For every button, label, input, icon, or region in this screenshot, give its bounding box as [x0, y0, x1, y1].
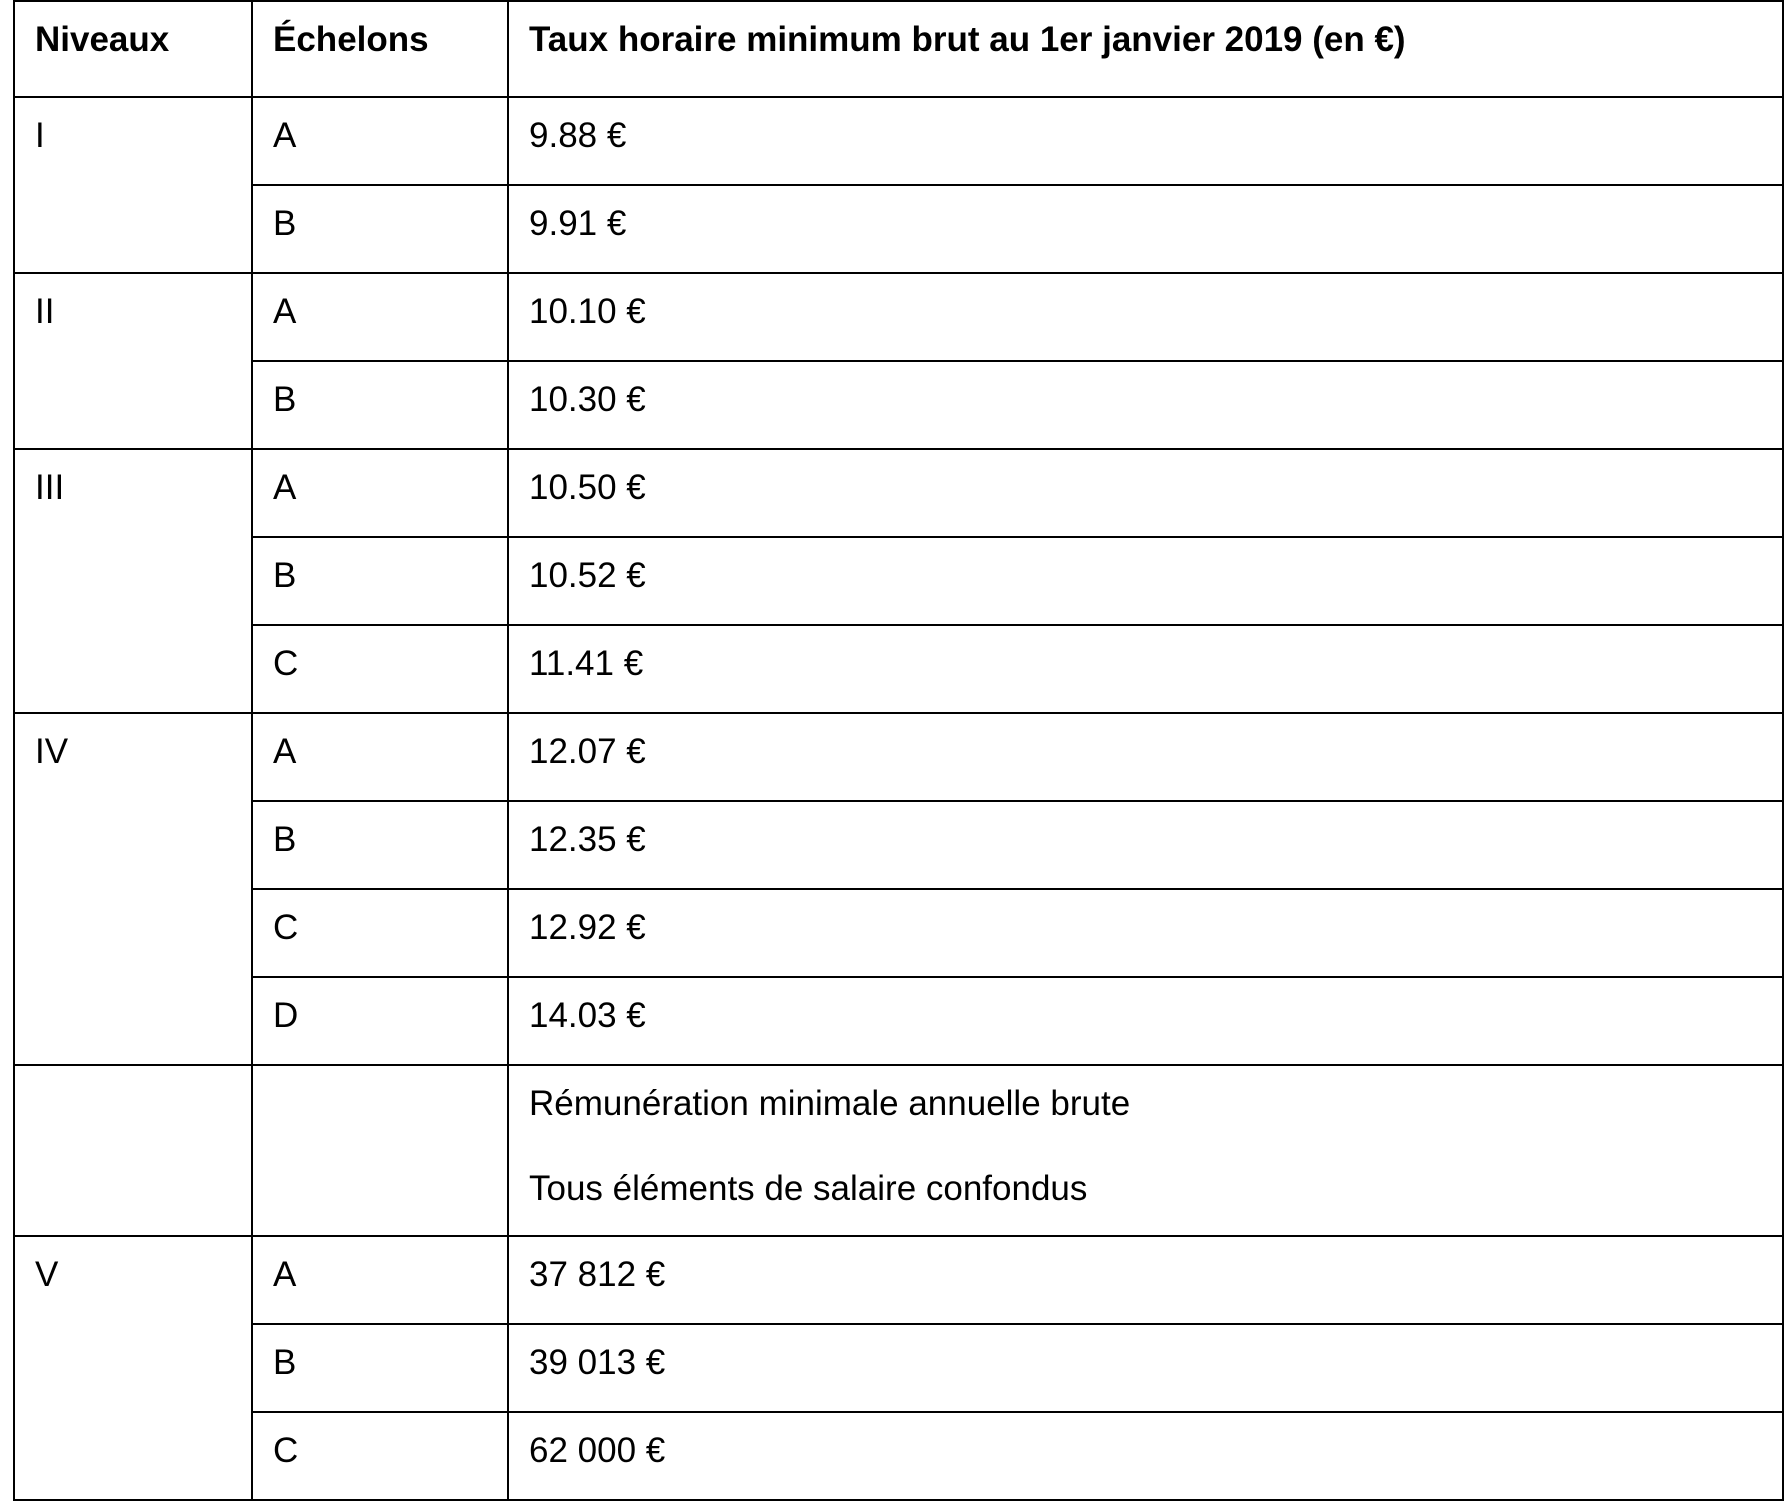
rate-cell: 10.52 €: [508, 537, 1783, 625]
level-cell: V: [14, 1236, 252, 1500]
table-row: [14, 361, 1783, 449]
echelon-cell: B: [252, 185, 508, 273]
level-cell: II: [14, 273, 252, 449]
echelon-cell: A: [252, 273, 508, 361]
echelon-cell: B: [252, 361, 508, 449]
header-echelons: Échelons: [252, 1, 508, 97]
echelon-cell: B: [252, 537, 508, 625]
table-row: [14, 449, 1783, 537]
table-row: [14, 185, 1783, 273]
echelon-cell: A: [252, 1236, 508, 1324]
rate-cell: 10.50 €: [508, 449, 1783, 537]
rate-cell: 10.30 €: [508, 361, 1783, 449]
echelon-cell: B: [252, 801, 508, 889]
empty-level-cell: [14, 1065, 252, 1236]
echelon-cell: C: [252, 1412, 508, 1500]
annual-note-cell: [508, 1065, 1783, 1236]
annual-note-line-2: Tous éléments de salaire confondus: [529, 1169, 1088, 1208]
level-cell: I: [14, 97, 252, 273]
table-row: [14, 537, 1783, 625]
table-row: [14, 801, 1783, 889]
table-row: [14, 97, 1783, 185]
level-cell: III: [14, 449, 252, 713]
rate-cell: 14.03 €: [508, 977, 1783, 1065]
table-row: [14, 1324, 1783, 1412]
rate-cell: 12.35 €: [508, 801, 1783, 889]
table-row: [14, 1236, 1783, 1324]
header-levels: Niveaux: [14, 1, 252, 97]
echelon-cell: C: [252, 625, 508, 713]
table-row: [14, 1412, 1783, 1500]
rate-cell: 12.92 €: [508, 889, 1783, 977]
table-row: [14, 625, 1783, 713]
rate-cell: 9.88 €: [508, 97, 1783, 185]
header-hourly-rate: Taux horaire minimum brut au 1er janvier 2019 (en €): [508, 1, 1783, 97]
rate-cell: 12.07 €: [508, 713, 1783, 801]
annual-note-row: [14, 1065, 1783, 1236]
echelon-cell: A: [252, 97, 508, 185]
level-cell: IV: [14, 713, 252, 1065]
annual-note-line-1: Rémunération minimale annuelle brute: [529, 1084, 1131, 1123]
rate-cell: 9.91 €: [508, 185, 1783, 273]
echelon-cell: D: [252, 977, 508, 1065]
salary-table: [13, 0, 1784, 1501]
echelon-cell: A: [252, 713, 508, 801]
table-row: [14, 713, 1783, 801]
echelon-cell: B: [252, 1324, 508, 1412]
rate-cell: 10.10 €: [508, 273, 1783, 361]
empty-echelon-cell: [252, 1065, 508, 1236]
echelon-cell: C: [252, 889, 508, 977]
annual-value-cell: 37 812 €: [508, 1236, 1783, 1324]
table-row: [14, 273, 1783, 361]
echelon-cell: A: [252, 449, 508, 537]
table-row: [14, 977, 1783, 1065]
annual-value-cell: 39 013 €: [508, 1324, 1783, 1412]
table-row: [14, 889, 1783, 977]
rate-cell: 11.41 €: [508, 625, 1783, 713]
annual-value-cell: 62 000 €: [508, 1412, 1783, 1500]
table-header-row: [14, 1, 1783, 97]
